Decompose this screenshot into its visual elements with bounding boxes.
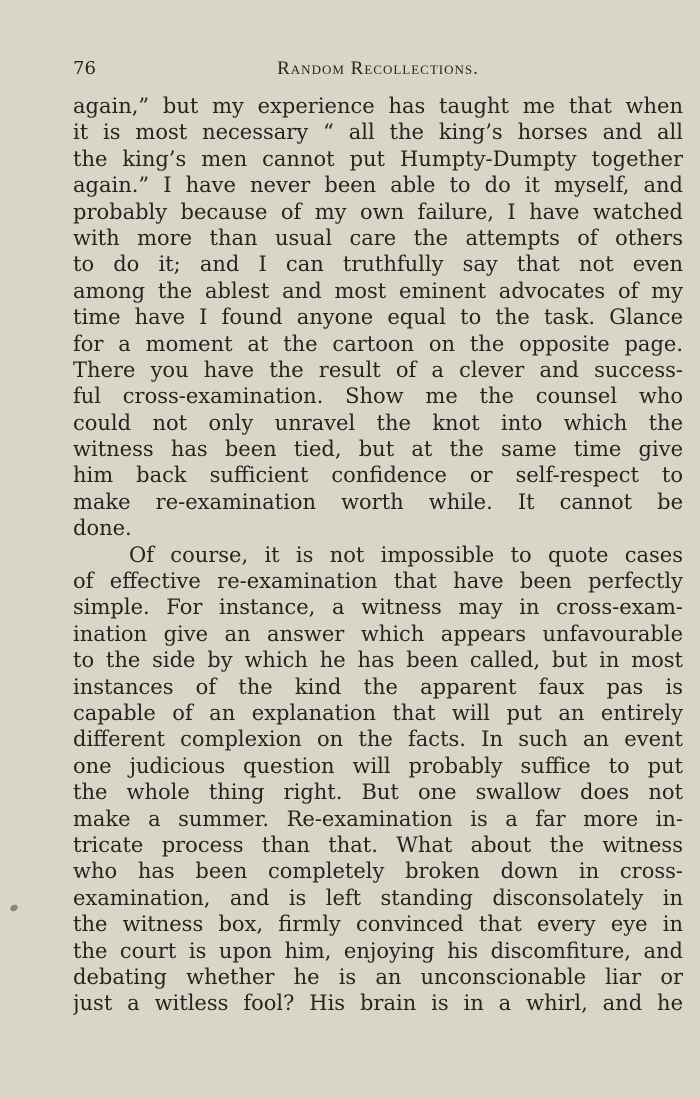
running-head: Random Recollections. <box>277 58 479 79</box>
text-line: just a witless fool? His brain is in a whirl, and he <box>73 991 683 1016</box>
text-line: ful cross-examination. Show me the counsel who <box>73 384 683 409</box>
text-line: the witness box, firmly convinced that every eye in <box>73 912 683 937</box>
text-line: with more than usual care the attempts of others <box>73 225 683 250</box>
text-line: probably because of my own failure, I have watched <box>73 199 683 224</box>
text-line: of effective re-examination that have been perfectly <box>73 569 683 594</box>
text-line: to the side by which he has been called, but in most <box>73 648 683 673</box>
text-line: it is most necessary “ all the king’s horses and all <box>73 120 683 145</box>
text-line: ination give an answer which appears unfavourable <box>73 621 683 646</box>
text-line: for a moment at the cartoon on the opposite page. <box>73 331 683 356</box>
text-line: instances of the kind the apparent faux pas is <box>73 674 683 699</box>
text-line: who has been completely broken down in cross- <box>73 859 683 884</box>
text-line: different complexion on the facts. In such an event <box>73 727 683 752</box>
text-line: again.” I have never been able to do it myself, and <box>73 173 683 198</box>
paragraph-end-line: done. <box>73 516 132 541</box>
text-line: again,” but my experience has taught me that when <box>73 94 683 118</box>
text-line: witness has been tied, but at the same time give <box>73 437 683 462</box>
text-line: make a summer. Re-examination is a far more in- <box>73 806 683 831</box>
text-line: There you have the result of a clever and success- <box>73 357 683 382</box>
text-line: the king’s men cannot put Humpty-Dumpty together <box>73 146 683 171</box>
text-line: one judicious question will probably suffice to put <box>73 753 683 778</box>
page-header <box>73 58 683 82</box>
text-line: him back sufficient confidence or self-respect to <box>73 463 683 488</box>
text-line: the whole thing right. But one swallow does not <box>73 780 683 805</box>
text-line: time have I found anyone equal to the task. Glance <box>73 305 683 330</box>
text-line: could not only unravel the knot into which the <box>73 410 683 435</box>
text-line: make re-examination worth while. It cannot be <box>73 489 683 514</box>
text-line: simple. For instance, a witness may in cross-exam- <box>73 595 683 620</box>
text-line: debating whether he is an unconscionable liar or <box>73 964 683 989</box>
text-line: examination, and is left standing disconsolately in <box>73 885 683 910</box>
text-line: to do it; and I can truthfully say that not even <box>73 252 683 277</box>
paragraph-start-line: Of course, it is not impossible to quote cases <box>129 542 683 567</box>
text-line: the court is upon him, enjoying his discomfiture, and <box>73 938 683 963</box>
text-line: among the ablest and most eminent advocates of my <box>73 278 683 303</box>
page-number: 76 <box>73 58 96 79</box>
text-line: capable of an explanation that will put an entirely <box>73 700 683 725</box>
text-line: tricate process than that. What about the witness <box>73 832 683 857</box>
paper-speck <box>9 903 19 912</box>
body-text <box>73 93 683 1017</box>
